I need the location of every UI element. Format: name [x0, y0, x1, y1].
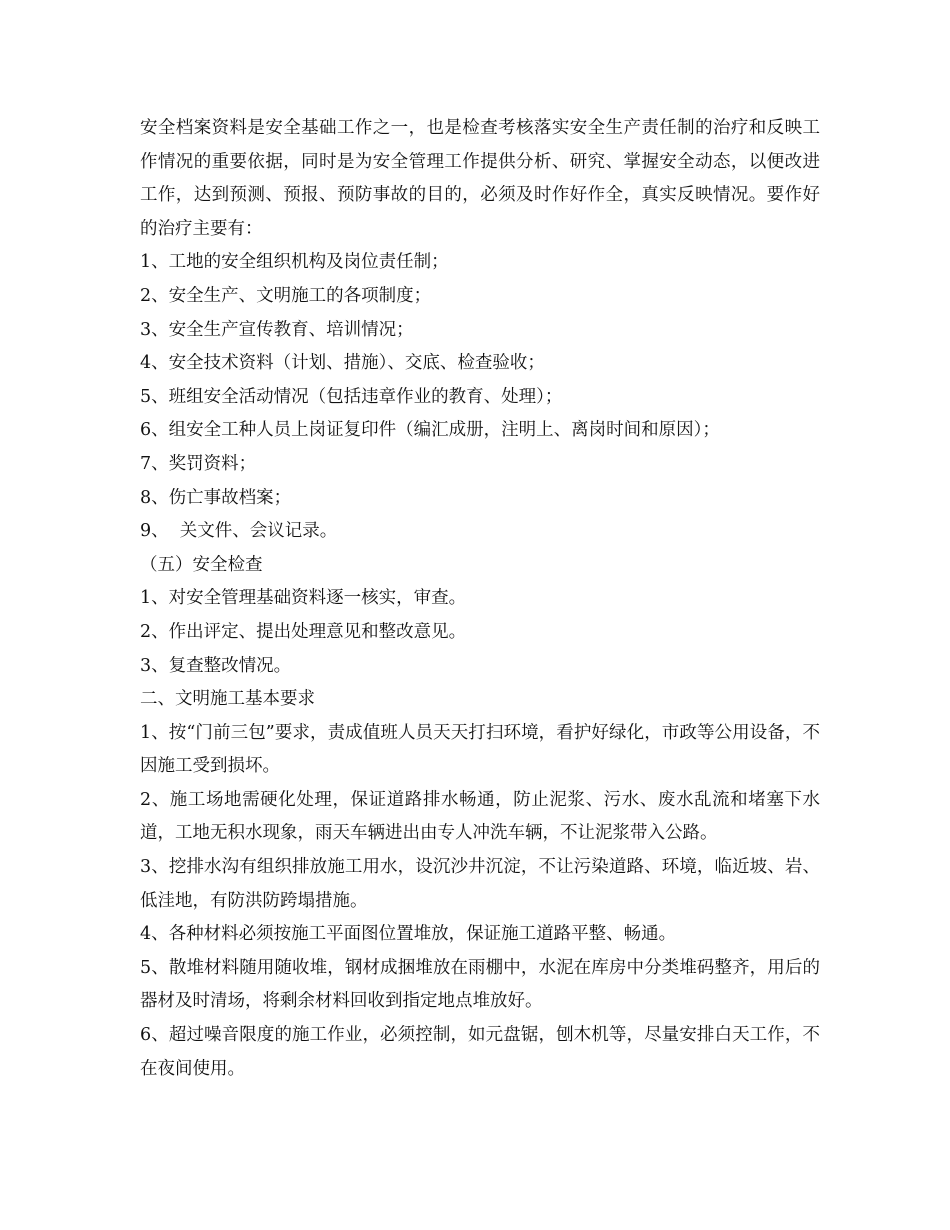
archive-item-2: 2、安全生产、文明施工的各项制度；	[140, 285, 432, 306]
requirement-item-1: 1、按“门前三包”要求，责成值班人员天天打扫环境，看护好绿化，市政等公用设备，不因施工受到损坏。	[140, 722, 820, 777]
archive-item-9: 9、 关文件、会议记录。	[140, 521, 338, 542]
archive-item-8: 8、伤亡事故档案；	[140, 487, 292, 508]
intro-paragraph: 安全档案资料是安全基础工作之一，也是检查考核落实安全生产责任制的治疗和反映工作情况的重要依据，同时是为安全管理工作提供分析、研究、掌握安全动态，以便改进工作，达到预测、预报、预防事故的目的，必须及时作好作全，真实反映情况。要作好的治疗主要有：	[140, 118, 820, 239]
archive-item-5: 5、班组安全活动情况（包括违章作业的教育、处理）；	[140, 386, 563, 407]
requirement-item-3: 3、挖排水沟有组织排放施工用水，设沉沙井沉淀，不让污染道路、环境，临近坡、岩、低洼地，有防洪防跨塌措施。	[140, 857, 820, 911]
inspection-item-1: 1、对安全管理基础资料逐一核实，审查。	[140, 588, 467, 609]
requirement-item-4: 4、各种材料必须按施工平面图位置堆放，保证施工道路平整、畅通。	[140, 924, 677, 945]
archive-item-3: 3、安全生产宣传教育、培训情况；	[140, 319, 414, 340]
archive-item-4: 4、安全技术资料（计划、措施）、交底、检查验收；	[140, 353, 545, 374]
section-heading-safety-inspection: （五）安全检查	[140, 554, 263, 575]
archive-item-6: 6、组安全工种人员上岗证复印件（编汇成册，注明上、离岗时间和原因）；	[140, 420, 720, 441]
requirement-item-5: 5、散堆材料随用随收堆，钢材成捆堆放在雨棚中，水泥在库房中分类堆码整齐，用后的器材及时清场，将剩余材料回收到指定地点堆放好。	[140, 957, 820, 1012]
section-heading-civilized-construction: 二、文明施工基本要求	[140, 689, 315, 710]
archive-item-7: 7、奖罚资料；	[140, 453, 257, 474]
document-body	[140, 112, 820, 1086]
requirement-item-6: 6、超过噪音限度的施工作业，必须控制，如元盘锯，刨木机等，尽量安排白天工作，不在夜间使用。	[140, 1025, 820, 1079]
requirement-item-2: 2、施工场地需硬化处理，保证道路排水畅通，防止泥浆、污水、废水乱流和堵塞下水道，工地无积水现象，雨天车辆进出由专人冲洗车辆，不让泥浆带入公路。	[140, 789, 820, 844]
archive-item-1: 1、工地的安全组织机构及岗位责任制；	[140, 252, 449, 273]
inspection-item-3: 3、复查整改情况。	[140, 655, 292, 676]
inspection-item-2: 2、作出评定、提出处理意见和整改意见。	[140, 621, 467, 642]
